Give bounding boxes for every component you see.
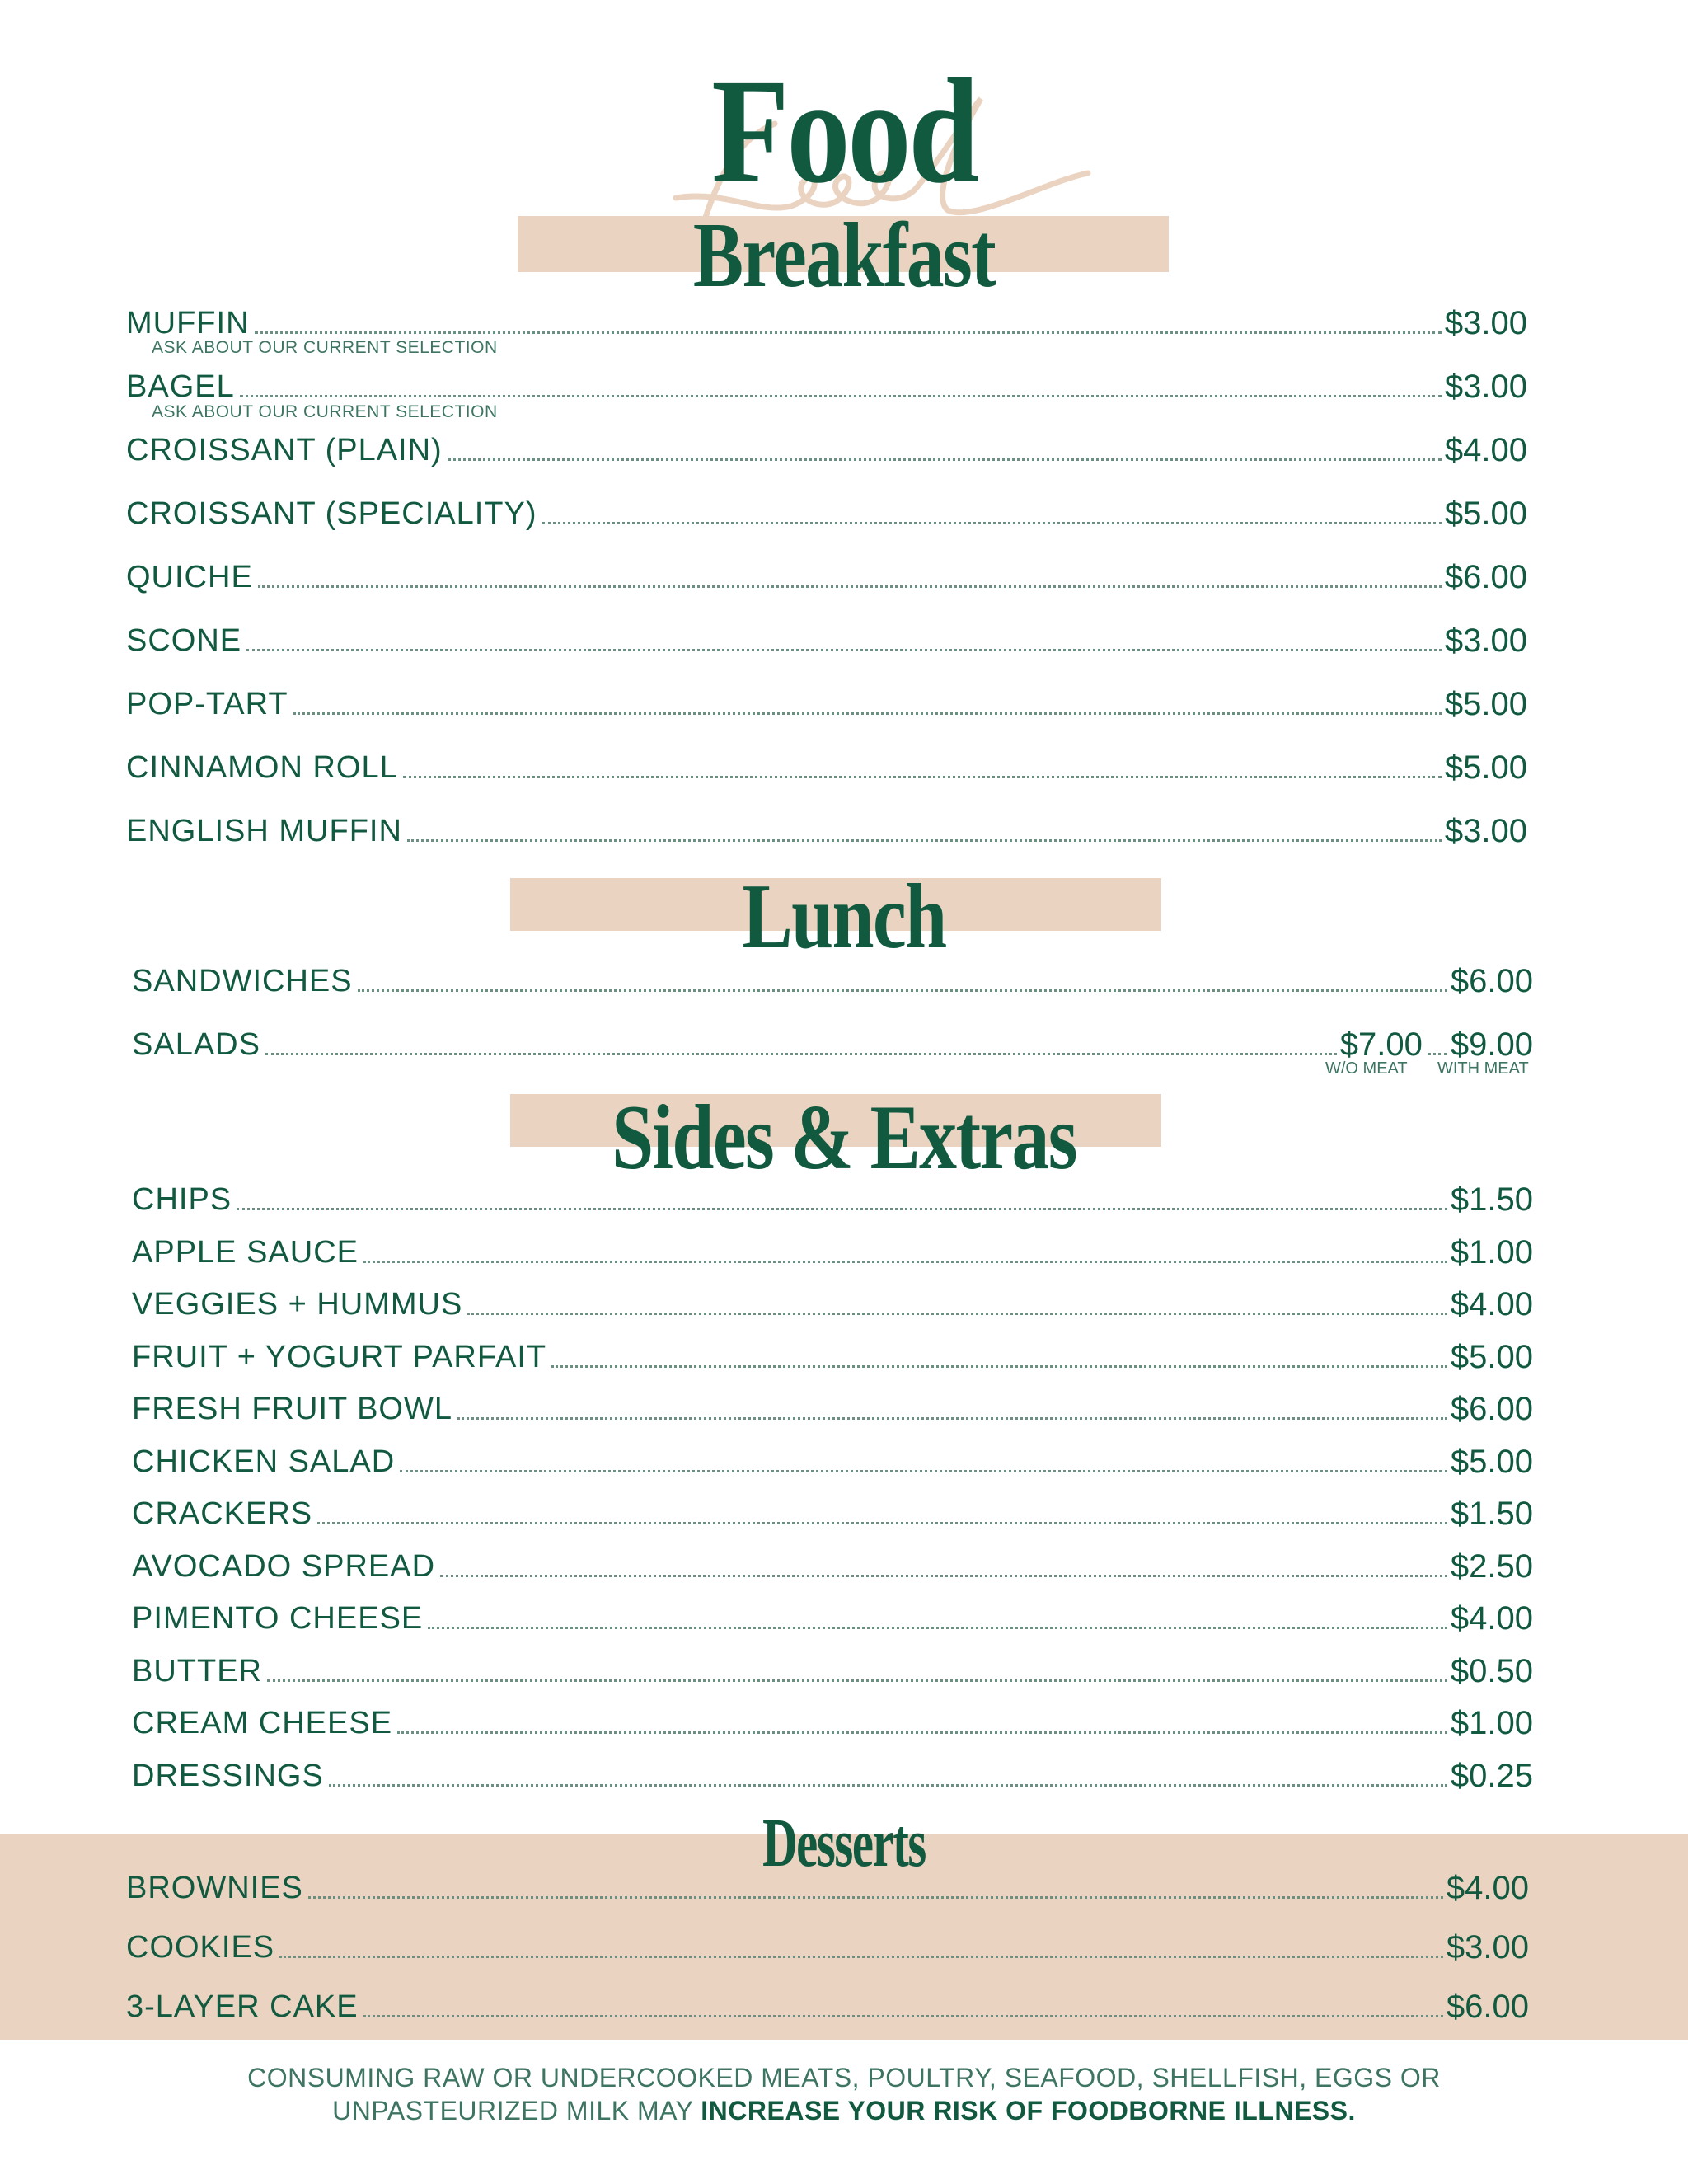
disclaimer-line-2	[0, 2094, 1688, 2127]
item-price: $5.00	[1444, 686, 1527, 722]
item-name: PIMENTO CHEESE	[132, 1601, 424, 1636]
item-name: VEGGIES + HUMMUS	[132, 1287, 463, 1322]
item-name: MUFFIN	[126, 306, 250, 341]
dot-leader	[258, 585, 1442, 588]
menu-item-cookies	[126, 1929, 1529, 1966]
item-name: CROISSANT (PLAIN)	[126, 433, 443, 467]
menu-header	[0, 49, 1688, 214]
item-name: QUICHE	[126, 560, 253, 594]
item-price: $5.00	[1444, 749, 1527, 786]
dot-leader	[363, 2015, 1443, 2017]
item-name: POP-TART	[126, 687, 288, 721]
item-name: BUTTER	[132, 1654, 262, 1688]
section-title-breakfast: Breakfast	[692, 204, 996, 307]
item-name: SALADS	[132, 1027, 260, 1062]
menu-item-apple-sauce	[132, 1234, 1533, 1270]
menu-item-quiche	[126, 559, 1527, 595]
item-price: $4.00	[1450, 1600, 1533, 1637]
item-price: $4.00	[1444, 432, 1527, 468]
dot-leader	[440, 1575, 1447, 1577]
menu-item-salads	[132, 1026, 1533, 1063]
item-price: $3.00	[1444, 813, 1527, 849]
menu-item-scone	[126, 622, 1527, 659]
dot-leader	[457, 1417, 1447, 1420]
menu-item-fruit-yogurt-parfait	[132, 1339, 1533, 1375]
dot-leader	[428, 1627, 1447, 1629]
item-price: $0.25	[1450, 1758, 1533, 1794]
menu-item-brownies	[126, 1870, 1529, 1906]
menu-item-croissant-plain	[126, 432, 1527, 468]
menu-item-chicken-salad	[132, 1444, 1533, 1480]
dot-leader	[237, 1208, 1447, 1210]
dot-leader	[358, 989, 1447, 992]
dot-leader	[397, 1731, 1447, 1734]
item-price: $6.00	[1450, 1391, 1533, 1427]
item-price: $1.50	[1450, 1181, 1533, 1218]
item-name: FRUIT + YOGURT PARFAIT	[132, 1340, 547, 1374]
item-name: CHIPS	[132, 1182, 232, 1217]
dot-leader	[246, 649, 1442, 651]
item-name: 3-LAYER CAKE	[126, 1989, 359, 2024]
menu-title: Food	[711, 49, 977, 214]
dot-leader	[403, 776, 1442, 778]
menu-item-pop-tart	[126, 686, 1527, 722]
menu-item-cream-cheese	[132, 1705, 1533, 1741]
item-price: $1.50	[1450, 1496, 1533, 1532]
menu-item-croissant-speciality	[126, 496, 1527, 532]
dot-leader	[240, 395, 1442, 397]
disclaimer-line-1: CONSUMING RAW OR UNDERCOOKED MEATS, POULTRY, SEAFOOD, SHELLFISH, EGGS OR	[247, 2063, 1441, 2092]
item-name: CINNAMON ROLL	[126, 750, 398, 785]
item-price: $6.00	[1450, 963, 1533, 999]
item-price: $4.00	[1446, 1870, 1529, 1906]
item-price: $6.00	[1446, 1989, 1529, 2025]
menu-item-fresh-fruit-bowl	[132, 1391, 1533, 1427]
menu-item-cinnamon-roll	[126, 749, 1527, 786]
menu-item-bagel	[126, 369, 1527, 405]
item-name: SCONE	[126, 623, 242, 658]
item-note: ASK ABOUT OUR CURRENT SELECTION	[152, 338, 498, 357]
item-price: $3.00	[1444, 622, 1527, 659]
section-title-desserts: Desserts	[762, 1805, 926, 1881]
item-name: COOKIES	[126, 1930, 275, 1965]
menu-item-sandwiches	[132, 963, 1533, 999]
dot-leader	[265, 1053, 1337, 1055]
disclaimer-warning: INCREASE YOUR RISK OF FOODBORNE ILLNESS.	[701, 2096, 1356, 2125]
item-name: FRESH FRUIT BOWL	[132, 1392, 452, 1426]
item-name: APPLE SAUCE	[132, 1235, 359, 1270]
dot-leader	[542, 522, 1442, 524]
menu-item-muffin	[126, 305, 1527, 341]
item-name: ENGLISH MUFFIN	[126, 814, 402, 848]
item-name: CREAM CHEESE	[132, 1706, 393, 1740]
menu-item-chips	[132, 1181, 1533, 1218]
dot-leader	[551, 1365, 1447, 1368]
disclaimer-regular: UNPASTEURIZED MILK MAY	[332, 2096, 701, 2125]
item-name: DRESSINGS	[132, 1759, 324, 1793]
item-price: $4.00	[1450, 1286, 1533, 1322]
section-title-sides: Sides & Extras	[612, 1087, 1076, 1189]
dot-leader	[329, 1784, 1447, 1787]
item-name: CRACKERS	[132, 1496, 313, 1531]
item-name: CROISSANT (SPECIALITY)	[126, 496, 537, 531]
label-with-meat: WITH MEAT	[1437, 1059, 1529, 1078]
item-price: $6.00	[1444, 559, 1527, 595]
item-name: AVOCADO SPREAD	[132, 1549, 436, 1584]
item-price: $5.00	[1444, 496, 1527, 532]
item-name: CHICKEN SALAD	[132, 1444, 396, 1479]
item-price: $2.50	[1450, 1548, 1533, 1585]
item-name: SANDWICHES	[132, 964, 353, 998]
dot-leader	[308, 1896, 1443, 1899]
label-without-meat: W/O MEAT	[1325, 1059, 1408, 1078]
dot-leader	[317, 1522, 1447, 1524]
dot-leader	[363, 1261, 1447, 1263]
dot-leader	[279, 1956, 1443, 1958]
menu-item-veggies-hummus	[132, 1286, 1533, 1322]
dot-leader	[448, 458, 1442, 461]
dot-leader	[400, 1470, 1447, 1472]
menu-item-avocado-spread	[132, 1548, 1533, 1585]
menu-item-butter	[132, 1653, 1533, 1689]
item-price: $3.00	[1446, 1929, 1529, 1966]
menu-item-english-muffin	[126, 813, 1527, 849]
dot-leader	[407, 839, 1442, 842]
item-price: $0.50	[1450, 1653, 1533, 1689]
item-price: $1.00	[1450, 1234, 1533, 1270]
item-price: $5.00	[1450, 1339, 1533, 1375]
dot-leader	[1428, 1053, 1447, 1055]
menu-item-pimento-cheese	[132, 1600, 1533, 1637]
section-title-lunch: Lunch	[742, 866, 946, 968]
menu-item-crackers	[132, 1496, 1533, 1532]
item-price: $5.00	[1450, 1444, 1533, 1480]
item-price-without-meat: $7.00	[1339, 1026, 1423, 1063]
item-price: $3.00	[1444, 305, 1527, 341]
dot-leader	[255, 331, 1442, 334]
item-price-with-meat: $9.00	[1450, 1026, 1533, 1063]
menu-item-dressings	[132, 1758, 1533, 1794]
item-price: $3.00	[1444, 369, 1527, 405]
dot-leader	[293, 712, 1442, 715]
menu-item-3-layer-cake	[126, 1989, 1529, 2025]
item-price: $1.00	[1450, 1705, 1533, 1741]
item-note: ASK ABOUT OUR CURRENT SELECTION	[152, 402, 498, 421]
dot-leader	[467, 1313, 1447, 1315]
item-name: BROWNIES	[126, 1871, 303, 1905]
item-name: BAGEL	[126, 369, 235, 404]
dot-leader	[267, 1679, 1447, 1682]
